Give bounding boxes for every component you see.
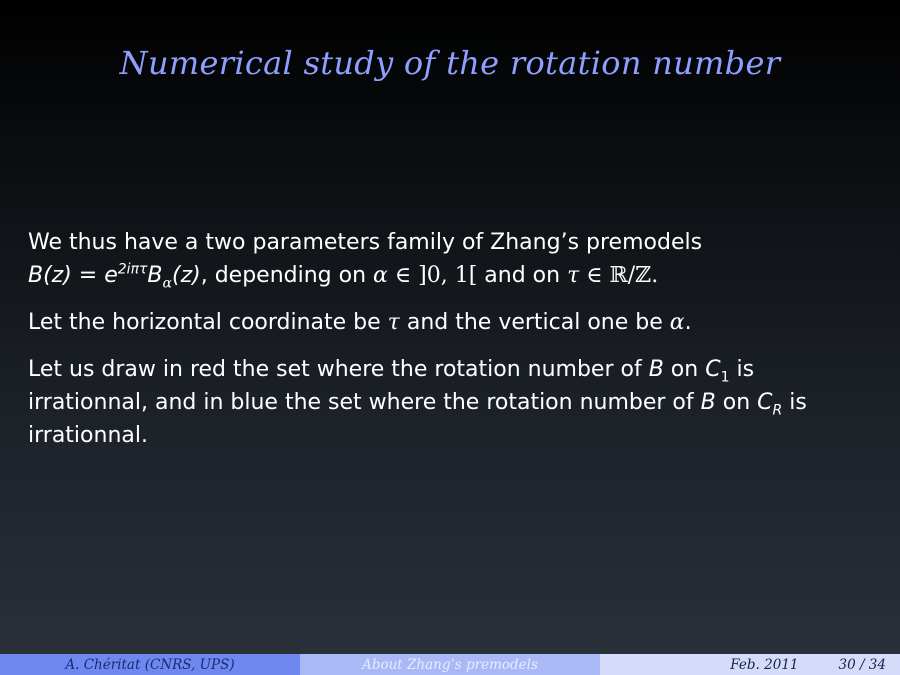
paragraph-text: We thus have a two parameters family of Zhang’s premodels xyxy=(28,230,703,255)
paragraph-coordinates xyxy=(28,306,868,339)
paragraph-text: Let the horizontal coordinate be xyxy=(28,310,388,335)
math-B: B xyxy=(700,390,716,415)
math-B: B xyxy=(28,263,44,288)
math-tau: τ xyxy=(567,263,580,288)
slide-title: Numerical study of the rotation number xyxy=(119,44,781,82)
math-B-alpha: B xyxy=(147,263,163,288)
math-alpha-subscript: α xyxy=(162,275,172,292)
math-C: C xyxy=(705,357,721,382)
math-alpha: α xyxy=(669,310,685,335)
paragraph-text: Let us draw in red the set where the rotation number of xyxy=(28,357,649,382)
paragraph-text: , depending on xyxy=(200,263,374,288)
paragraph-text: and the vertical one be xyxy=(399,310,670,335)
paragraph-text: on xyxy=(663,357,706,382)
paragraph-text: . xyxy=(684,310,692,335)
footer-author xyxy=(0,654,300,675)
paragraph-text: is irrationnal. xyxy=(28,390,807,448)
footer-page-number: 30 / 34 xyxy=(838,656,886,673)
footer-bar xyxy=(0,654,900,675)
paragraph-text: is irrationnal, and in blue the set where the rotation number of xyxy=(28,357,755,415)
footer-date-page xyxy=(600,654,900,675)
math-alpha: α xyxy=(373,263,388,288)
footer-talk-text: About Zhang’s premodels xyxy=(362,656,538,673)
footer-date: Feb. 2011 xyxy=(730,656,799,673)
paragraph-text: on xyxy=(715,390,758,415)
math-interval: ∈ ]0, 1[ xyxy=(387,263,478,288)
math-exponent: 2iπτ xyxy=(117,261,148,278)
footer-author-text: A. Chéritat (CNRS, UPS) xyxy=(65,656,235,673)
math-z: (z) xyxy=(171,263,201,288)
math-C: C xyxy=(757,390,773,415)
slide-body xyxy=(28,226,868,466)
math-tau: τ xyxy=(387,310,400,335)
math-formula: (z) = e xyxy=(43,263,118,288)
footer-talk-title xyxy=(300,654,600,675)
paragraph-family xyxy=(28,226,868,292)
math-subscript-1: 1 xyxy=(720,369,730,386)
paragraph-drawing xyxy=(28,353,868,452)
math-B: B xyxy=(648,357,664,382)
paragraph-text: and on xyxy=(477,263,568,288)
math-subscript-R: R xyxy=(772,402,783,419)
math-space: ∈ ℝ/ℤ. xyxy=(579,263,659,288)
